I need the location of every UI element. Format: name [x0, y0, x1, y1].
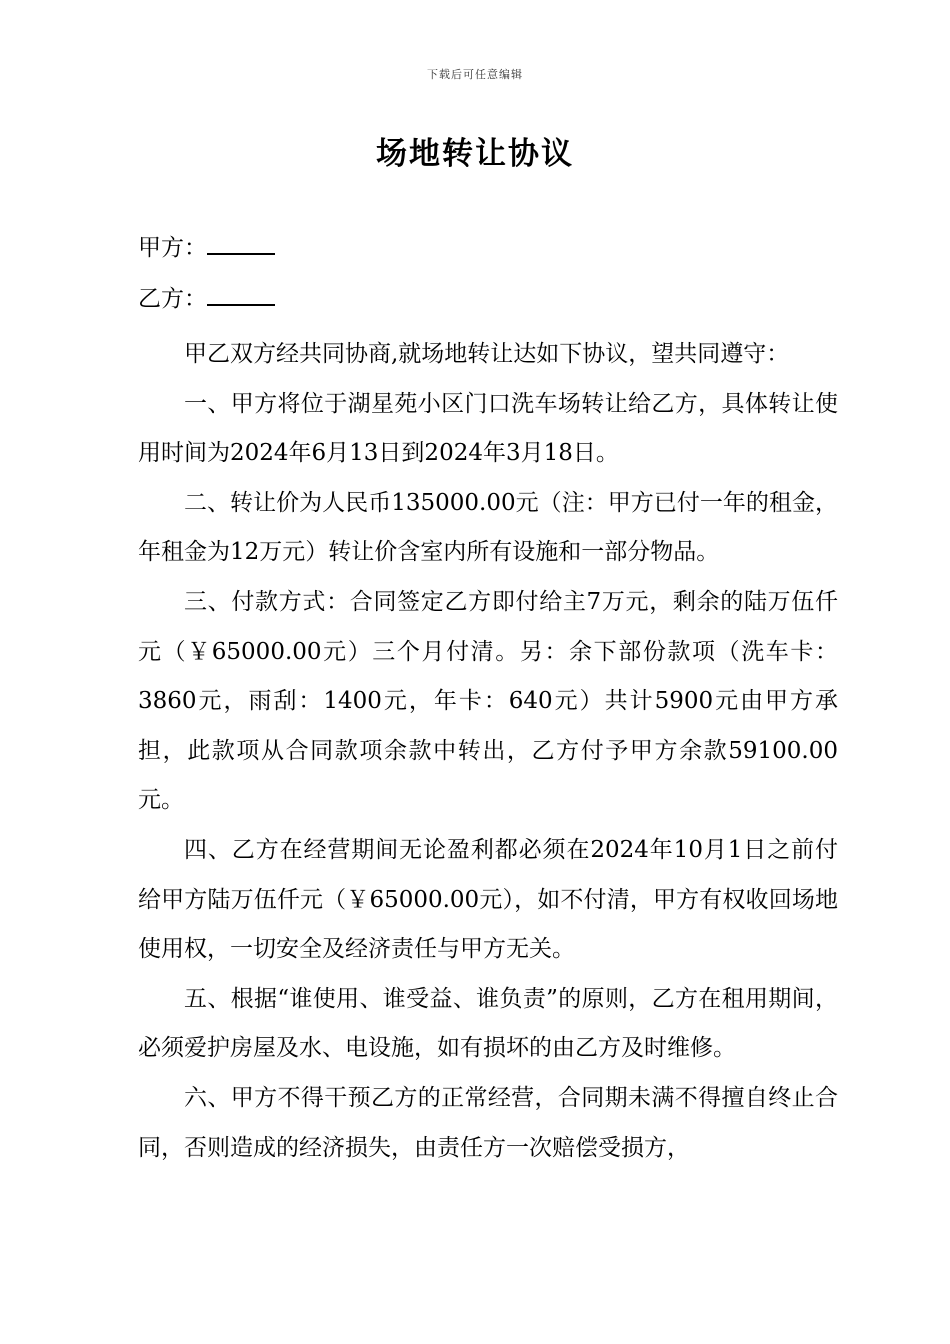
party-a-line	[138, 233, 275, 263]
clause-2: 二、转让价为人民币135000.00元（注：甲方已付一年的租金，年租金为12万元）转让价含室内所有设施和一部分物品。	[138, 489, 838, 566]
clause-6: 六、甲方不得干预乙方的正常经营，合同期未满不得擅自终止合同，否则造成的经济损失，由责任方一次赔偿受损方，	[138, 1084, 838, 1161]
header-note: 下载后可任意编辑	[427, 68, 523, 81]
party-a-blank	[207, 233, 275, 255]
clause-5: 五、根据“谁使用、谁受益、谁负责”的原则，乙方在租用期间，必须爱护房屋及水、电设施，如有损坏的由乙方及时维修。	[138, 985, 838, 1062]
party-b-blank	[207, 284, 275, 306]
party-b-line	[138, 284, 275, 314]
party-a-label: 甲方：	[138, 235, 207, 261]
clause-3: 三、付款方式：合同签定乙方即付给主7万元，剩余的陆万伍仟元（￥65000.00元）三个月付清。另：余下部份款项（洗车卡：3860元，雨刮：1400元，年卡：640元）共计5900元由甲方承担，此款项从合同款项余款中转出，乙方付予甲方余款59100.00元。	[138, 588, 838, 814]
intro-paragraph: 甲乙双方经共同协商,就场地转让达如下协议，望共同遵守：	[184, 341, 790, 367]
party-b-label: 乙方：	[138, 286, 207, 312]
clause-1: 一、甲方将位于湖星苑小区门口洗车场转让给乙方，具体转让使用时间为2024年6月13日到2024年3月18日。	[138, 390, 838, 467]
document-body	[138, 330, 838, 1173]
clause-4: 四、乙方在经营期间无论盈利都必须在2024年10月1日之前付给甲方陆万伍仟元（￥65000.00元），如不付清，甲方有权收回场地使用权，一切安全及经济责任与甲方无关。	[138, 836, 838, 963]
document-title: 场地转让协议	[376, 136, 574, 172]
